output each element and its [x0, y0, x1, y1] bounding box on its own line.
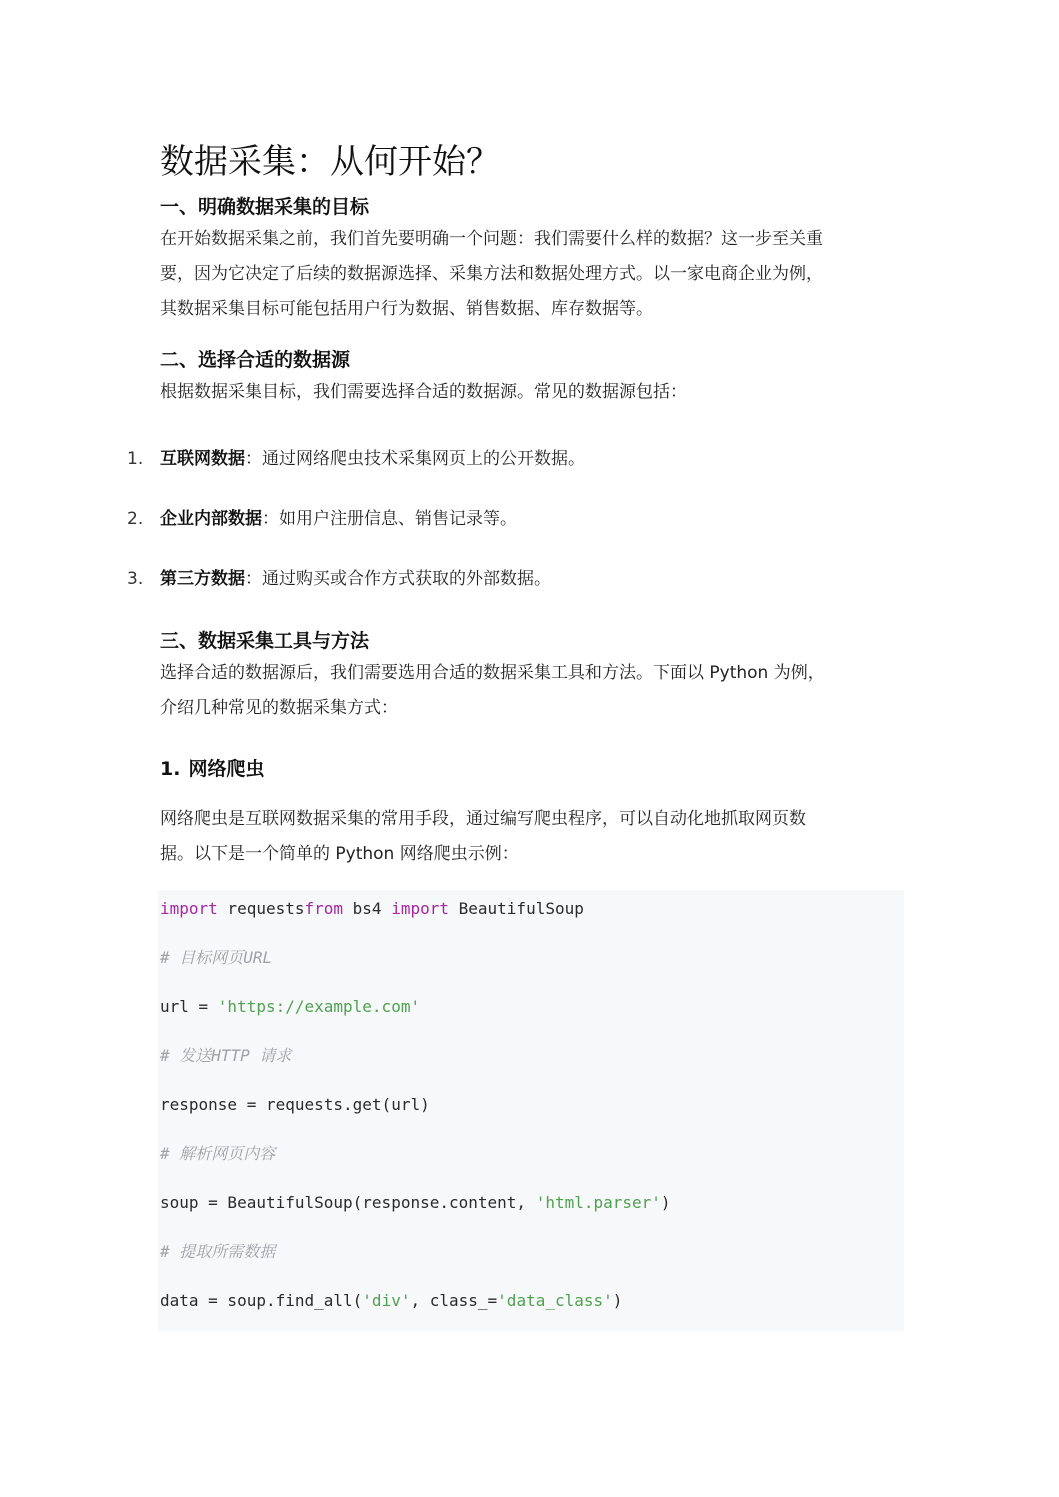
subsection-number: 1.	[160, 758, 181, 780]
code-comment: # 目标网页URL	[160, 948, 273, 967]
code-keyword: from	[304, 899, 344, 918]
code-keyword: import	[391, 899, 449, 918]
subsection-heading-crawler	[160, 754, 902, 784]
code-text: data = soup.find_all(	[160, 1291, 363, 1310]
list-desc: ：如用户注册信息、销售记录等。	[262, 509, 517, 529]
section-goal	[160, 192, 902, 327]
subsection-crawler	[160, 754, 902, 872]
code-line	[160, 1178, 904, 1227]
code-text: url =	[160, 997, 218, 1016]
code-text: requests	[217, 899, 305, 918]
code-line	[160, 1031, 904, 1080]
list-term: 企业内部数据	[160, 509, 262, 529]
paragraph-line: 据。以下是一个简单的 Python 网络爬虫示例：	[160, 844, 519, 864]
code-text: )	[612, 1291, 623, 1310]
section-heading-goal: 一、明确数据采集的目标	[160, 196, 370, 218]
code-string: 'div'	[362, 1291, 411, 1310]
paragraph-line: 介绍几种常见的数据采集方式：	[160, 698, 398, 718]
list-desc: ：通过购买或合作方式获取的外部数据。	[245, 569, 551, 589]
paragraph-line: 选择合适的数据源后，我们需要选用合适的数据采集工具和方法。下面以 Python 为例，	[160, 663, 825, 683]
subsection-title: 网络爬虫	[188, 758, 265, 780]
code-line	[160, 982, 904, 1031]
section-tools	[160, 626, 902, 726]
code-block	[158, 890, 904, 1331]
list-item	[127, 562, 902, 596]
list-number: 3.	[127, 569, 144, 589]
code-text: bs4	[343, 899, 392, 918]
list-item	[127, 442, 902, 476]
list-item	[127, 502, 902, 536]
paragraph-sources-intro: 根据数据采集目标，我们需要选择合适的数据源。常见的数据源包括：	[160, 382, 687, 402]
paragraph-line: 在开始数据采集之前，我们首先要明确一个问题：我们需要什么样的数据？这一步至关重	[160, 229, 823, 249]
code-comment: # 发送HTTP 请求	[160, 1046, 292, 1065]
code-line	[160, 1129, 904, 1178]
code-line	[160, 1276, 904, 1325]
section-heading-tools: 三、数据采集工具与方法	[160, 630, 370, 652]
code-text: BeautifulSoup	[449, 899, 584, 918]
code-text: response = requests.get(url)	[160, 1095, 430, 1114]
code-line	[160, 884, 904, 933]
paragraph-goal	[160, 222, 902, 327]
code-text: , class_=	[410, 1291, 498, 1310]
code-line	[160, 1080, 904, 1129]
code-string: 'html.parser'	[535, 1193, 661, 1212]
code-line	[160, 1227, 904, 1276]
section-heading-sources: 二、选择合适的数据源	[160, 349, 351, 371]
list-term: 第三方数据	[160, 569, 245, 589]
list-term: 互联网数据	[160, 449, 245, 469]
document-page	[127, 140, 902, 1331]
paragraph-tools	[160, 656, 902, 726]
paragraph-line: 要，因为它决定了后续的数据源选择、采集方法和数据处理方式。以一家电商企业为例，	[160, 264, 823, 284]
source-list	[127, 442, 902, 596]
code-string: 'data_class'	[497, 1291, 613, 1310]
code-line	[160, 933, 904, 982]
list-number: 2.	[127, 509, 144, 529]
code-comment: # 解析网页内容	[160, 1144, 276, 1163]
paragraph-line: 其数据采集目标可能包括用户行为数据、销售数据、库存数据等。	[160, 299, 653, 319]
code-text: )	[660, 1193, 671, 1212]
list-number: 1.	[127, 449, 144, 469]
list-desc: ：通过网络爬虫技术采集网页上的公开数据。	[245, 449, 585, 469]
paragraph-crawler	[160, 802, 902, 872]
paragraph-line: 网络爬虫是互联网数据采集的常用手段，通过编写爬虫程序，可以自动化地抓取网页数	[160, 809, 806, 829]
code-string: 'https://example.com'	[217, 997, 421, 1016]
page-title: 数据采集：从何开始？	[160, 142, 500, 182]
code-text: soup = BeautifulSoup(response.content,	[160, 1193, 536, 1212]
code-comment: # 提取所需数据	[160, 1242, 276, 1261]
section-sources	[127, 345, 902, 596]
code-keyword: import	[160, 899, 218, 918]
